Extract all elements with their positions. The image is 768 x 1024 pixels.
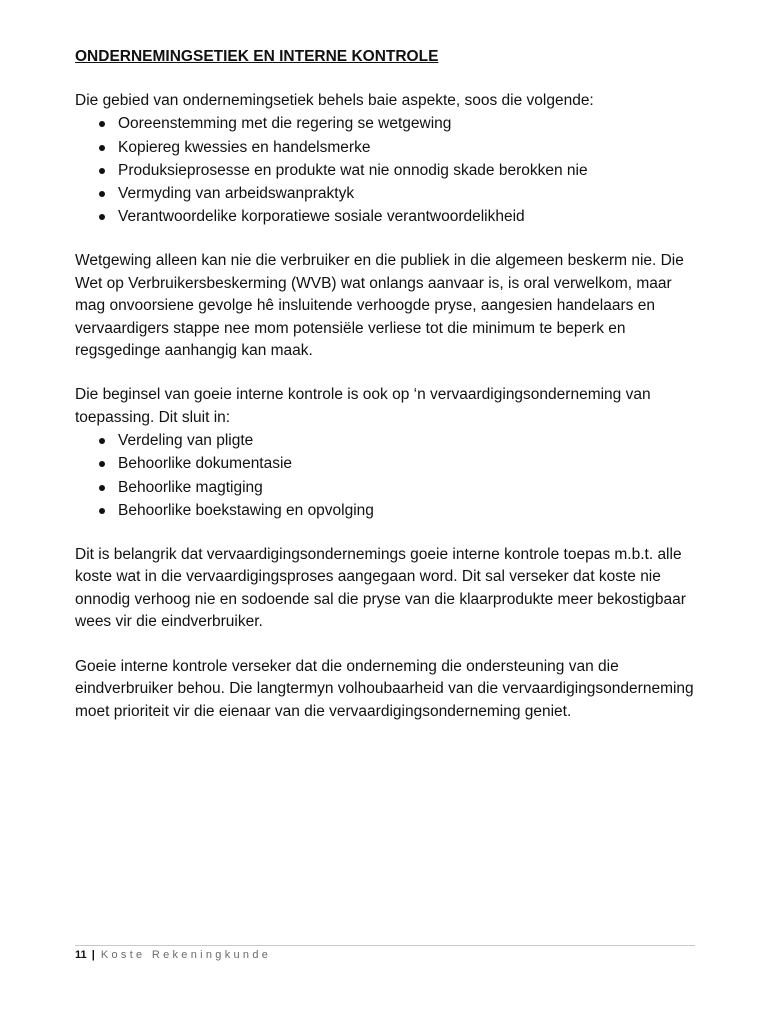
- bullet-item: [75, 499, 695, 522]
- bullet-item: [75, 476, 695, 499]
- bullet-item: [75, 205, 695, 228]
- bullet-icon: [99, 461, 105, 467]
- bullet-text: Vermyding van arbeidswanpraktyk: [118, 185, 355, 203]
- paragraph-belangrik: Dit is belangrik dat vervaardigingsondernemings goeie interne kontrole toepas m.b.t. alle koste wat in die vervaardigingsproses aangegaan word. Dit sal verseker dat koste nie onnodig verhoog nie en sodoende sal die pryse van die klaarprodukte meer bekostigbaar wees vir die eindverbruiker.: [75, 546, 686, 631]
- bullet-item: [75, 112, 695, 135]
- paragraph-wetgewing: Wetgewing alleen kan nie die verbruiker en die publiek in die algemeen beskerm nie. Die Wet op Verbruikersbeskerming (WVB) wat onlangs aanvaar is, is oral verwelkom, maar mag onvoorsiene gevolge hê insluitende verhoogde pryse, aangesien handelaars en vervaardigers stappe nee mom potensiële verliese tot die minimum te beperk en regsgedinge aanhangig kan maak.: [75, 252, 684, 360]
- bullet-icon: [99, 485, 105, 491]
- section1-bullet-list: [75, 112, 695, 228]
- section1-intro: Die gebied van ondernemingsetiek behels baie aspekte, soos die volgende:: [75, 92, 594, 109]
- bullet-icon: [99, 121, 105, 127]
- bullet-text: Verdeling van pligte: [118, 432, 254, 450]
- bullet-text: Ooreenstemming met die regering se wetgewing: [118, 115, 452, 133]
- bullet-icon: [99, 168, 105, 174]
- footer-title: Koste Rekeningkunde: [100, 949, 272, 961]
- section2-bullet-list: [75, 429, 695, 522]
- bullet-item: [75, 429, 695, 452]
- bullet-item: [75, 159, 695, 182]
- bullet-item: [75, 136, 695, 159]
- bullet-text: Produksieprosesse en produkte wat nie onnodig skade berokken nie: [118, 161, 588, 179]
- footer-separator: |: [91, 949, 95, 961]
- bullet-text: Behoorlike boekstawing en opvolging: [118, 501, 374, 519]
- bullet-text: Kopiereg kwessies en handelsmerke: [118, 138, 371, 156]
- page-footer: [75, 948, 271, 962]
- bullet-icon: [99, 191, 105, 197]
- bullet-text: Behoorlike magtiging: [118, 478, 263, 496]
- page-number: 11: [75, 949, 87, 961]
- bullet-item: [75, 182, 695, 205]
- bullet-icon: [99, 214, 105, 220]
- bullet-icon: [99, 438, 105, 444]
- bullet-text: Behoorlike dokumentasie: [118, 455, 293, 473]
- bullet-icon: [99, 145, 105, 151]
- paragraph-goeie: Goeie interne kontrole verseker dat die onderneming die ondersteuning van die eindverbruiker behou. Die langtermyn volhoubaarheid van die vervaardigingsonderneming moet prioriteit vir die eienaar van die vervaardigingsonderneming geniet.: [75, 657, 694, 720]
- section2-intro: Die beginsel van goeie interne kontrole is ook op ‘n vervaardigingsonderneming van toepassing. Dit sluit in:: [75, 386, 651, 426]
- bullet-item: [75, 452, 695, 475]
- bullet-icon: [99, 508, 105, 514]
- page-heading: ONDERNEMINGSETIEK EN INTERNE KONTROLE: [75, 48, 439, 65]
- bullet-text: Verantwoordelike korporatiewe sosiale verantwoordelikheid: [118, 208, 525, 226]
- document-page: [75, 46, 695, 745]
- footer-divider: [75, 945, 695, 946]
